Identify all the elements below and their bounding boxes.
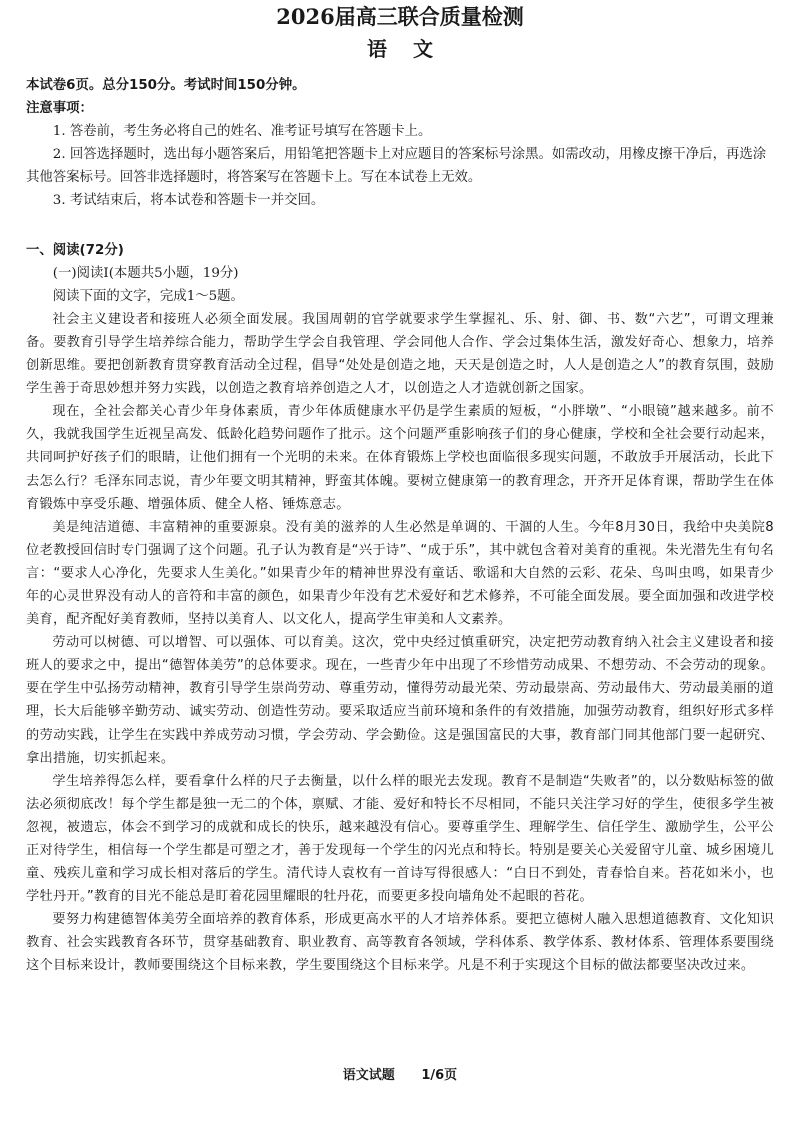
passage-paragraph-4: 劳动可以树德、可以增智、可以强体、可以育美。这次，党中央经过慎重研究，决定把劳动教育纳入社会主义建设者和接班人的要求之中，提出“德智体美劳”的总体要求。现在，一些青少年中出现了不珍惜劳动成果、不想劳动、不会劳动的现象。要在学生中弘扬劳动精神，教育引导学生崇尚劳动、尊重劳动，懂得劳动最光荣、劳动最崇高、劳动最伟大、劳动最美丽的道理，长大后能够辛勤劳动、诚实劳动、创造性劳动。要采取适应当前环境和条件的有效措施，加强劳动教育，组织好形式多样的劳动实践，让学生在实践中养成劳动习惯，学会劳动、学会勤俭。这是强国富民的大事，教育部门同其他部门要一起研究、拿出措施，切实抓起来。 [26,635,774,766]
footer-label: 语文试题 [342,1068,395,1083]
exam-info: 本试卷6页。总分150分。考试时间150分钟。 [26,78,306,93]
subject-title: 语文 [367,37,459,61]
page-footer [0,1064,800,1087]
notice-item-1: 1. 答卷前，考生务必将自己的姓名、准考证号填写在答题卡上。 [52,124,432,140]
passage-paragraph-6: 要努力构建德智体美劳全面培养的教育体系，形成更高水平的人才培养体系。要把立德树人融入思想道德教育、文化知识教育、社会实践教育各环节，贯穿基础教育、职业教育、高等教育各领域，学科体系、教学体系、教材体系、管理体系要围绕这个目标来设计，教师要围绕这个目标来教，学生要围绕这个目标来学。凡是不利于实现这个目标的做法都要坚决改过来。 [26,912,774,974]
page-number: 1/6页 [421,1068,458,1083]
exam-title: 2026届高三联合质量检测 [276,4,524,29]
passage-paragraph-5: 学生培养得怎么样，要看拿什么样的尺子去衡量，以什么样的眼光去发现。教育不是制造“失败者”的，以分数贴标签的做法必须彻底改！每个学生都是独一无二的个体，禀赋、才能、爱好和特长不尽相同，不能只关注学习好的学生，使很多学生被忽视，被遗忘，体会不到学习的成就和成长的快乐，越来越没有信心。要尊重学生、理解学生、信任学生、激励学生，公平公正对待学生，相信每一个学生都是可塑之才，善于发现每一个学生的闪光点和特长。特别是要关心关爱留守儿童、城乡困境儿童、残疾儿童和学习成长相对落后的学生。清代诗人袁枚有一首诗写得很感人：“白日不到处，青春恰自来。苔花如米小，也学牡丹开。”教育的目光不能总是盯着花园里耀眼的牡丹花，而要更多投向墙角处不起眼的苔花。 [26,773,774,905]
subsection-heading: (一)阅读Ⅰ(本题共5小题，19分) [52,265,239,281]
notice-item-3: 3. 考试结束后，将本试卷和答题卡一并交回。 [52,193,325,209]
reading-instruction: 阅读下面的文字，完成1～5题。 [52,288,244,304]
passage-paragraph-3: 美是纯洁道德、丰富精神的重要源泉。没有美的滋养的人生必然是单调的、干涸的人生。今年8月30日，我给中央美院8位老教授回信时专门强调了这个问题。孔子认为教育是“兴于诗”、“成于乐”，其中就包含着对美育的重视。朱光潜先生有句名言：“要求人心净化，先要求人生美化。”如果青少年的精神世界没有童话、歌谣和大自然的云彩、花朵、鸟叫虫鸣，如果青少年的心灵世界没有动人的音符和丰富的颜色，如果青少年没有艺术爱好和艺术修养，不可能全面发展。要全面加强和改进学校美育，配齐配好美育教师，坚持以美育人、以文化人，提高学生审美和人文素养。 [26,519,774,628]
passage-paragraph-1: 社会主义建设者和接班人必须全面发展。我国周朝的官学就要求学生掌握礼、乐、射、御、书、数“六艺”，可谓文理兼备。要教育引导学生培养综合能力，帮助学生学会自我管理、学会同他人合作、学会过集体生活，激发好奇心、想象力，培养创新思维。要把创新教育贯穿教育活动全过程，倡导“处处是创造之地，天天是创造之时，人人是创造之人”的教育氛围，鼓励学生善于奇思妙想并努力实践，以创造之教育培养创造之人才，以创造之人才造就创新之国家。 [26,311,774,397]
notice-item-2: 2. 回答选择题时，选出每小题答案后，用铅笔把答题卡上对应题目的答案标号涂黑。如需改动，用橡皮擦干净后，再选涂其他答案标号。回答非选择题时，将答案写在答题卡上。写在本试卷上无效。 [26,147,767,186]
section-heading: 一、阅读(72分) [26,242,124,258]
passage-paragraph-2: 现在，全社会都关心青少年身体素质，青少年体质健康水平仍是学生素质的短板，“小胖墩”、“小眼镜”越来越多。前不久，我就我国学生近视呈高发、低龄化趋势问题作了批示。这个问题严重影响孩子们的身心健康，学校和全社会要行动起来，共同呵护好孩子们的眼睛，让他们拥有一个光明的未来。在体育锻炼上学校也面临很多现实问题，不敢放手开展活动，长此下去怎么行？毛泽东同志说，青少年要文明其精神，野蛮其体魄。要树立健康第一的教育理念，开齐开足体育课，帮助学生在体育锻炼中享受乐趣、增强体质、健全人格、锤炼意志。 [26,404,774,512]
notice-heading: 注意事项： [26,101,93,117]
